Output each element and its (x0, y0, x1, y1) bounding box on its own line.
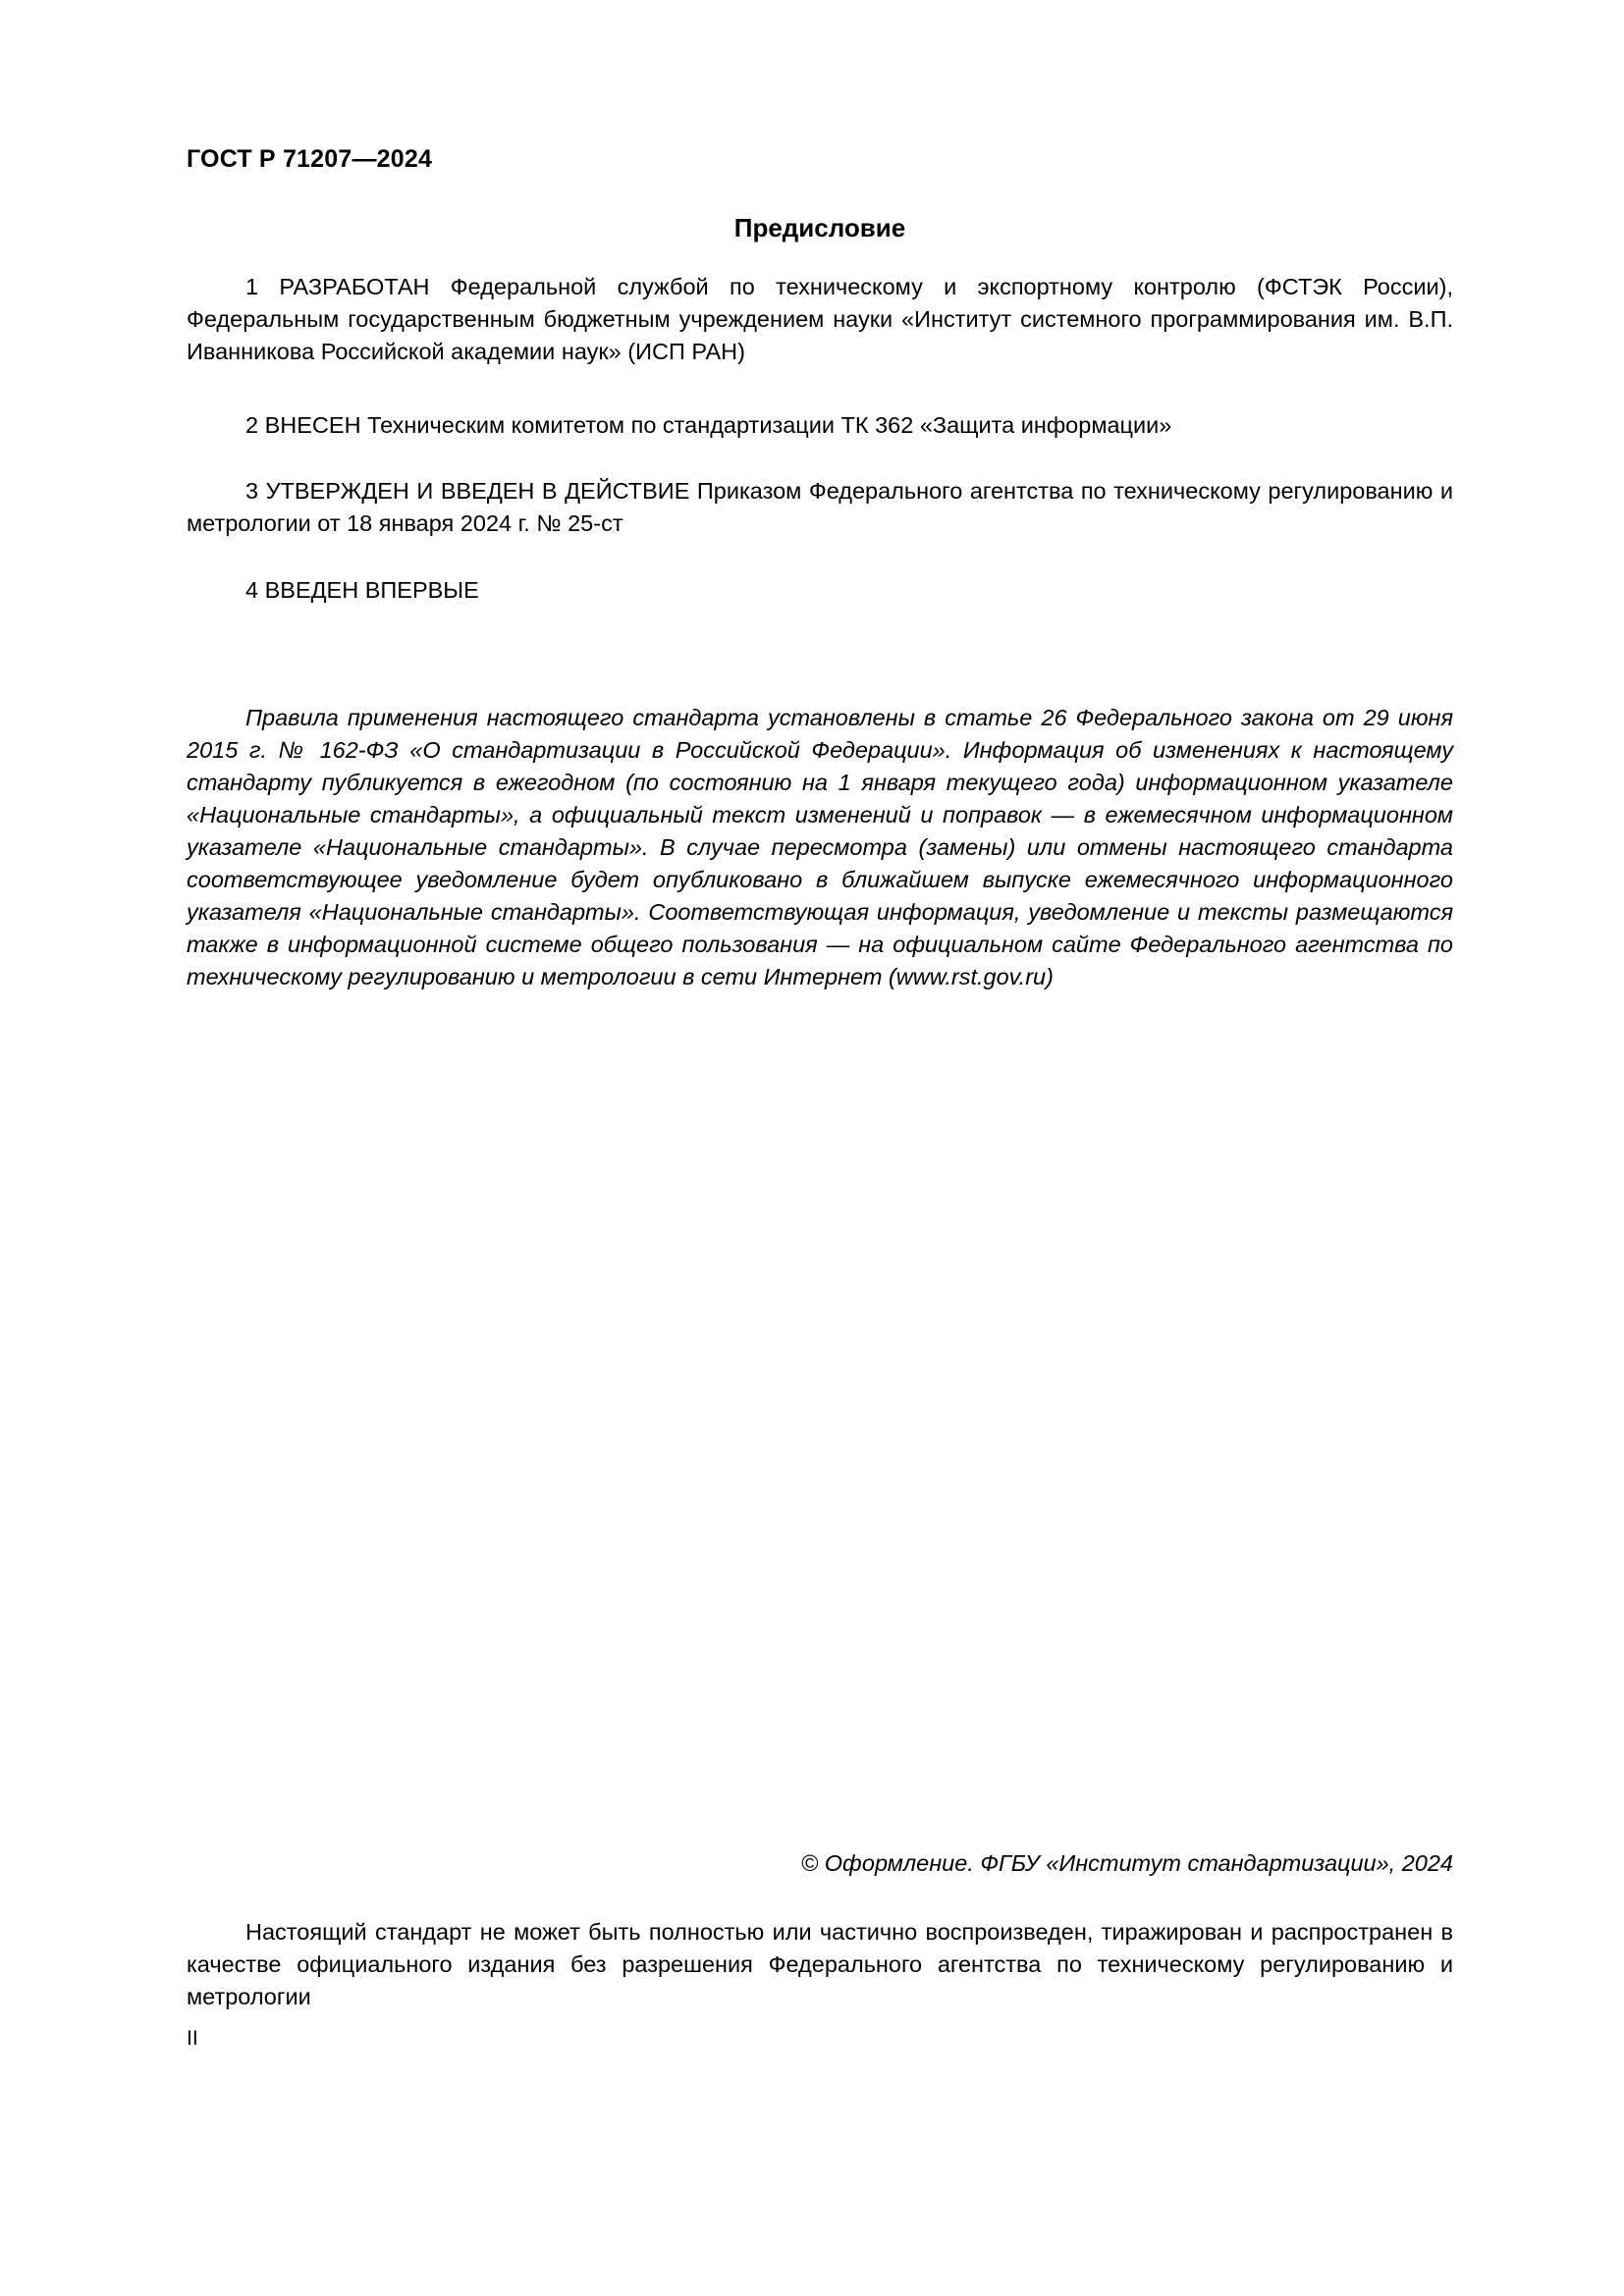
reproduction-notice: Настоящий стандарт не может быть полностью или частично воспроизведен, тиражирован и распространен в качестве официального издания без разрешения Федерального агентства по техническому регулированию и метрологии (187, 1919, 1453, 2009)
foreword-item-3: 3 УТВЕРЖДЕН И ВВЕДЕН В ДЕЙСТВИЕ Приказом Федерального агентства по техническому регулированию и метрологии от 18 января 2024 г. № 25-ст (187, 478, 1453, 536)
foreword-item-4: 4 ВВЕДЕН ВПЕРВЫЕ (245, 577, 479, 603)
foreword-item-1: 1 РАЗРАБОТАН Федеральной службой по техническому и экспортному контролю (ФСТЭК России), Федеральным государственным бюджетным учреждением науки «Институт системного программирования им. В.П. Иванникова Российской академии наук» (ИСП РАН) (187, 274, 1453, 364)
page-number: II (187, 2027, 198, 2050)
application-rules-paragraph: Правила применения настоящего стандарта установлены в статье 26 Федерального закона от 29 июня 2015 г. № 162-ФЗ «О стандартизации в Российской Федерации». Информация об изменениях к настоящему стандарту публикуется в ежегодном (по состоянию на 1 января текущего года) информационном указателе «Национальные стандарты», а официальный текст изменений и поправок — в ежемесячном информационном указателе «Национальные стандарты». В случае пересмотра (замены) или отмены настоящего стандарта соответствующее уведомление будет опубликовано в ближайшем выпуске ежемесячного информационного указателя «Национальные стандарты». Соответствующая информация, уведомление и тексты размещаются также в информационной системе общего пользования — на официальном сайте Федерального агентства по техническому регулированию и метрологии в сети Интернет (www.rst.gov.ru) (187, 705, 1453, 989)
standard-number-header: ГОСТ Р 71207—2024 (187, 145, 433, 173)
foreword-item-2: 2 ВНЕСЕН Техническим комитетом по стандартизации ТК 362 «Защита информации» (245, 412, 1172, 438)
copyright-line: © Оформление. ФГБУ «Институт стандартизации», 2024 (800, 1850, 1453, 1876)
page-title: Предисловие (733, 213, 906, 242)
